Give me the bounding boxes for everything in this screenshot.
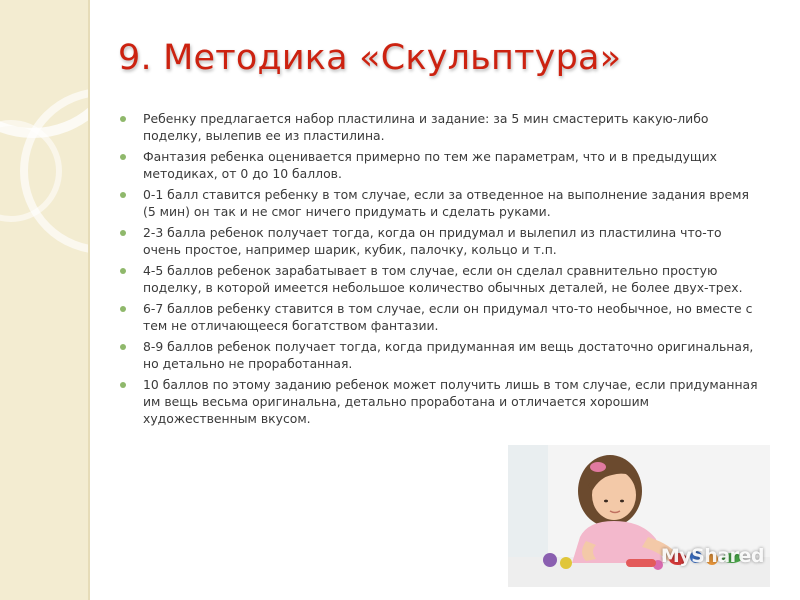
bullet-item [120,186,760,220]
bullet-text: 0-1 балл ставится ребенку в том случае, если за отведенное на выполнение задания время (5 мин) он так и не смог ничего придумать и сделать руками. [143,187,749,219]
bullet-dot-icon [120,382,126,388]
bullet-dot-icon [120,116,126,122]
bullet-text: 2-3 балла ребенок получает тогда, когда он придумал и вылепил из пластилина что-то очень простое, например шарик, кубик, палочку, кольцо и т.п. [143,225,722,257]
bullet-item [120,300,760,334]
bullet-item [120,376,760,427]
bullet-item [120,110,760,144]
bullet-text: Ребенку предлагается набор пластилина и задание: за 5 мин смастерить какую-либо поделку, вылепив ее из пластилина. [143,111,709,143]
decorative-side-band [0,0,88,600]
child-with-clay-photo [508,445,770,587]
bullet-text: 6-7 баллов ребенку ставится в том случае, если он придумал что-то необычное, но вместе с тем не отличающееся богатством фантазии. [143,301,753,333]
bullet-dot-icon [120,192,126,198]
bullet-text: Фантазия ребенка оценивается примерно по тем же параметрам, что и в предыдущих методиках, от 0 до 10 баллов. [143,149,717,181]
slide-title: 9. Методика «Скульптура» [118,38,622,78]
bullet-item [120,338,760,372]
bullet-text: 4-5 баллов ребенок зарабатывает в том случае, если он сделал сравнительно простую поделку, в которой имеется небольшое количество обычных деталей, не более двух-трех. [143,263,743,295]
bullet-dot-icon [120,230,126,236]
bullet-item [120,262,760,296]
bullet-dot-icon [120,306,126,312]
bullet-list [120,110,760,431]
bullet-dot-icon [120,268,126,274]
side-band-edge [88,0,90,600]
watermark-text: MyShared [660,545,764,567]
bullet-dot-icon [120,154,126,160]
bullet-text: 10 баллов по этому заданию ребенок может получить лишь в том случае, если придуманная им вещь весьма оригинальна, детально проработана и отличается хорошим художественным вкусом. [143,377,758,426]
bullet-item [120,224,760,258]
bullet-text: 8-9 баллов ребенок получает тогда, когда придуманная им вещь достаточно оригинальная, но детально не проработанная. [143,339,754,371]
bullet-dot-icon [120,344,126,350]
bullet-item [120,148,760,182]
